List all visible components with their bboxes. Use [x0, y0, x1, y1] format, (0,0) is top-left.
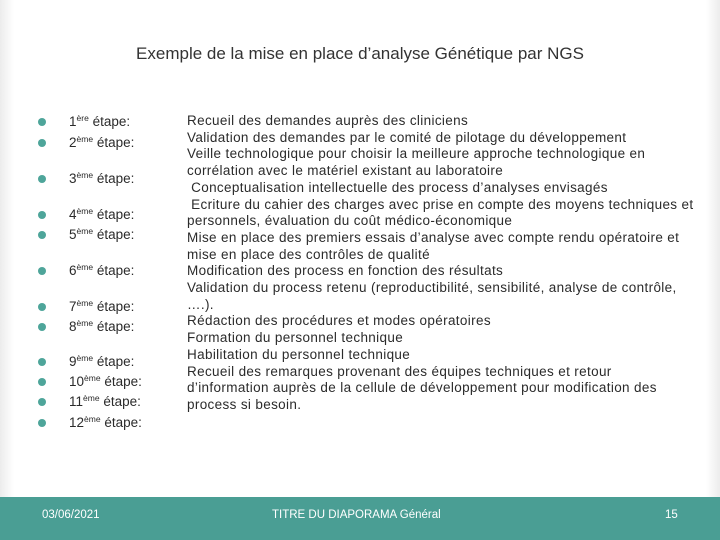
step-label — [69, 393, 141, 412]
step-description: Recueil des remarques provenant des équipes techniques et retour d’information auprès de la cellule de développement pour modification des process si besoin. — [187, 363, 661, 412]
step-number: 12 — [69, 415, 85, 430]
step-number: 11 — [69, 394, 84, 409]
step-number: 1 — [69, 114, 77, 129]
bullet-icon — [38, 419, 46, 427]
footer-bar — [0, 497, 720, 540]
bullet-icon — [38, 358, 46, 366]
step-ordinal-suffix: ère — [76, 113, 89, 123]
step-number: 5 — [69, 227, 77, 242]
step-number: 10 — [69, 374, 85, 389]
bullet-icon — [38, 175, 46, 183]
step-description: Formation du personnel technique — [187, 330, 404, 346]
step-word: étape: — [93, 263, 135, 278]
step-ordinal-suffix: ème — [76, 134, 94, 144]
step-number: 9 — [69, 354, 77, 369]
step-ordinal-suffix: ème — [76, 226, 94, 236]
step-description: Mise en place des premiers essais d’analyse avec compte rendu opératoire et mise en place des contrôles de qualité — [187, 229, 684, 262]
bullet-icon — [38, 398, 46, 406]
step-description: Ecriture du cahier des charges avec prise en compte des moyens techniques et personnels, évaluation du coût médico-économique — [187, 196, 698, 229]
step-ordinal-suffix: ème — [76, 318, 94, 328]
step-ordinal-suffix: ème — [76, 170, 94, 180]
slide-title: Exemple de la mise en place d’analyse Génétique par NGS — [136, 44, 584, 63]
step-word: étape: — [100, 374, 142, 389]
bullet-icon — [38, 231, 46, 239]
step-number: 6 — [69, 263, 77, 278]
step-word: étape: — [93, 227, 135, 242]
step-word: étape: — [93, 135, 135, 150]
step-description: Validation des demandes par le comité de pilotage du développement — [187, 129, 627, 145]
step-ordinal-suffix: ème — [76, 206, 94, 216]
step-label — [69, 113, 130, 132]
step-label — [69, 414, 142, 433]
step-word: étape: — [93, 171, 135, 186]
step-label — [69, 373, 142, 392]
step-word: étape: — [99, 394, 141, 409]
step-ordinal-suffix: ème — [84, 373, 101, 383]
step-label — [69, 262, 134, 281]
step-description: Recueil des demandes auprès des cliniciens — [187, 113, 469, 128]
step-word: étape: — [93, 319, 135, 334]
bullet-icon — [38, 139, 46, 147]
footer-date: 03/06/2021 — [42, 509, 100, 521]
step-description: Validation du process retenu (reproductibilité, sensibilité, analyse de contrôle, ….). — [187, 280, 681, 312]
step-ordinal-suffix: ème — [84, 414, 101, 424]
step-label — [69, 134, 134, 153]
step-number: 3 — [69, 171, 77, 186]
step-ordinal-suffix: ème — [83, 393, 100, 403]
step-ordinal-suffix: ème — [76, 298, 94, 308]
step-description: Conceptualisation intellectuelle des process d’analyses envisagés — [187, 179, 608, 195]
step-label — [69, 298, 134, 317]
step-number: 8 — [69, 319, 77, 334]
bullet-icon — [38, 303, 46, 311]
step-word: étape: — [93, 354, 135, 369]
step-ordinal-suffix: ème — [76, 262, 94, 272]
step-label — [69, 353, 134, 372]
step-description: Habilitation du personnel technique — [187, 346, 411, 362]
step-number: 7 — [69, 299, 77, 314]
step-description: Veille technologique pour choisir la meilleure approche technologique en corrélation avec le matériel existant au laboratoire — [187, 146, 650, 179]
step-word: étape: — [100, 415, 142, 430]
step-description: Rédaction des procédures et modes opératoires — [187, 313, 491, 329]
step-ordinal-suffix: ème — [76, 353, 94, 363]
step-word: étape: — [93, 207, 135, 222]
step-label — [69, 318, 134, 337]
bullet-icon — [38, 378, 46, 386]
step-number: 2 — [69, 135, 77, 150]
footer-title: TITRE DU DIAPORAMA Général — [272, 509, 441, 521]
bullet-icon — [38, 323, 46, 331]
footer-page-number: 15 — [665, 509, 678, 521]
bullet-icon — [38, 118, 46, 126]
bullet-icon — [38, 267, 46, 275]
step-word: étape: — [88, 114, 131, 129]
step-word: étape: — [93, 299, 135, 314]
step-label — [69, 226, 134, 245]
step-description: Modification des process en fonction des résultats — [187, 263, 504, 279]
description-list — [187, 113, 697, 414]
step-number: 4 — [69, 207, 77, 222]
step-label — [69, 170, 134, 189]
bullet-icon — [38, 211, 46, 219]
step-label — [69, 206, 134, 225]
